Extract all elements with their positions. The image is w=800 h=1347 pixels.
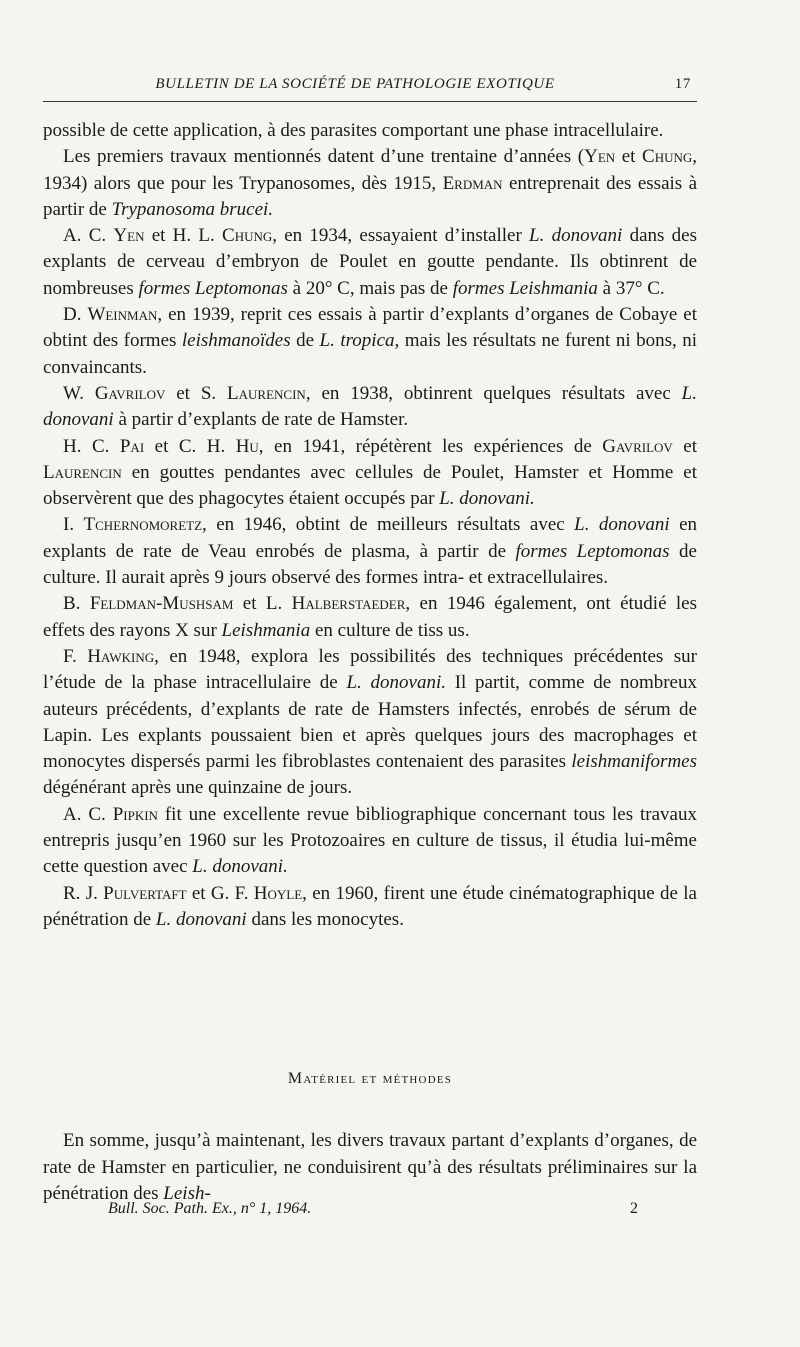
text-run: et S. xyxy=(165,382,228,404)
text-run: , en 1939, reprit ces essais à partir d’explants d’organes de Cobaye et obtint des formes xyxy=(43,304,697,352)
text-run: , en 1960, firent une étude cinématographique de la pénétration de xyxy=(43,882,697,930)
text-run: W. xyxy=(63,382,95,404)
text-run: mais les résultats ne furent ni bons, ni convaincants. xyxy=(43,330,698,378)
text-run: et C. H. xyxy=(144,435,236,457)
paragraph xyxy=(43,302,697,381)
paragraph xyxy=(43,118,697,144)
text-run: , en 1938, obtinrent quelques résultats avec xyxy=(305,382,682,404)
journal-citation: Bull. Soc. Path. Ex., n° 1, 1964. xyxy=(108,1200,312,1217)
text-run: en explants de rate de Veau enrobés de plasma, à partir de xyxy=(43,514,698,562)
paragraph xyxy=(43,434,697,513)
italic-term: leishmaniformes xyxy=(571,751,697,773)
section-text xyxy=(43,1128,697,1208)
text-run: entreprenait des essais à partir de xyxy=(43,172,698,220)
text-run: Les premiers travaux mentionnés datent d’une trentaine d’années ( xyxy=(63,146,585,168)
text-run: , en 1946, obtint de meilleurs résultats avec xyxy=(202,514,575,536)
text-run: et xyxy=(615,146,643,168)
running-header xyxy=(43,76,697,93)
italic-term: Trypanosoma brucei. xyxy=(111,198,274,220)
text-run: A. C. xyxy=(63,225,114,247)
text-run: et L. xyxy=(233,593,292,615)
text-run: Il partit, comme de nombreux auteurs précédents, d’explants de rate de Hamsters infectés, enrobés de sérum de Lapin. Les explants poussaient bien et après quelques jours des macrophages et monocytes dispersés parmi les fibroblastes contenaient des parasites xyxy=(43,672,697,773)
text-run: en gouttes pendantes avec cellules de Poulet, Hamster et Homme et observèrent que des phagocytes étaient occupés par xyxy=(43,461,697,510)
author-name: Laurencin xyxy=(43,461,122,483)
section-title: Matériel et méthodes xyxy=(287,1070,453,1087)
author-name: Pulvertaft xyxy=(103,882,187,904)
text-run: à 37° C. xyxy=(597,277,665,299)
author-name: Yen xyxy=(113,225,145,247)
author-name: Yen xyxy=(584,146,616,168)
text-run: , en 1941, répétèrent les expériences de xyxy=(258,435,603,457)
paragraph xyxy=(43,802,697,881)
text-run: , en 1948, explora les possibilités des techniques précédentes sur l’étude de la phase intracellulaire de xyxy=(43,645,697,694)
text-run: D. xyxy=(63,304,88,326)
running-title: BULLETIN DE LA SOCIÉTÉ DE PATHOLOGIE EXOTIQUE xyxy=(155,76,555,92)
text-run: fit une excellente revue bibliographique concernant tous les travaux entrepris jusqu’en 1960 sur les Protozoaires en culture de tissus, il étudia lui-même cette question avec xyxy=(43,803,697,878)
paragraph xyxy=(43,591,697,644)
text-run: et xyxy=(672,435,697,457)
sheet-number: 2 xyxy=(630,1200,638,1217)
text-run: F. xyxy=(63,645,88,667)
italic-term: L. donovani. xyxy=(346,672,446,694)
text-run: à 20° C, mais pas de xyxy=(287,277,453,299)
text-run: H. C. xyxy=(63,435,120,457)
text-run: , en 1946 également, ont étudié les effets des rayons X sur xyxy=(43,593,697,641)
author-name: Laurencin xyxy=(227,382,306,404)
text-run: , en 1934, essayaient d’installer xyxy=(272,225,530,247)
header-rule xyxy=(43,101,697,102)
italic-term: L. donovani xyxy=(574,514,670,536)
text-run: R. J. xyxy=(63,882,104,904)
author-name: Hoyle xyxy=(253,882,303,904)
author-name: Hu xyxy=(235,435,259,457)
italic-term: L. donovani. xyxy=(192,856,288,878)
text-run: I. xyxy=(63,514,84,536)
paragraph xyxy=(43,144,697,223)
page-footer xyxy=(108,1200,638,1218)
author-name: Chung xyxy=(642,146,693,168)
text-run: possible de cette application, à des parasites comportant une phase intracellulaire. xyxy=(43,120,664,141)
text-run: A. C. xyxy=(63,803,113,825)
paragraph xyxy=(43,223,697,302)
text-run: de culture. Il aurait après 9 jours observé des formes intra- et extracellulaires. xyxy=(43,540,697,589)
text-run: en culture de tiss us. xyxy=(310,619,470,641)
italic-term: Leish- xyxy=(163,1183,211,1204)
text-run: B. xyxy=(63,593,90,615)
author-name: Weinman xyxy=(87,304,158,326)
author-name: Erdman xyxy=(442,172,503,194)
text-run: de xyxy=(290,330,320,352)
author-name: Pipkin xyxy=(112,803,158,825)
paragraph xyxy=(43,881,697,934)
italic-term: leishmanoïdes xyxy=(181,330,291,352)
text-run: dans des explants de cerveau d’embryon de Poulet en goutte pendante. Ils obtinrent de nombreuses xyxy=(43,225,697,299)
text-run: et G. F. xyxy=(186,882,254,904)
paragraph xyxy=(43,1128,697,1208)
italic-term: formes Leishmania xyxy=(452,277,598,299)
italic-term: L. donovani. xyxy=(439,488,535,510)
text-run: dégénérant après une quinzaine de jours. xyxy=(43,777,353,799)
author-name: Tchernomoretz xyxy=(83,514,203,536)
author-name: Halberstaeder xyxy=(291,593,406,615)
author-name: Feldman-Mushsam xyxy=(89,593,234,615)
page-number: 17 xyxy=(674,76,691,92)
italic-term: formes Leptomonas xyxy=(515,540,670,562)
paragraph xyxy=(43,644,697,802)
paragraph xyxy=(43,512,697,591)
author-name: Gavrilov xyxy=(602,435,673,457)
text-run: à partir d’explants de rate de Hamster. xyxy=(113,409,409,431)
italic-term: L. tropica, xyxy=(319,330,400,352)
paragraph xyxy=(43,381,697,434)
italic-term: formes Leptomonas xyxy=(138,277,288,299)
author-name: Gavrilov xyxy=(94,382,166,404)
italic-term: L. donovani xyxy=(43,382,697,431)
text-run: , 1934) alors que pour les Trypanosomes, dès 1915, xyxy=(43,146,698,194)
italic-term: Leishmania xyxy=(221,619,311,641)
text-run: En somme, jusqu’à maintenant, les divers travaux partant d’explants d’organes, de rate de Hamster en particulier, ne conduisirent qu’à des résultats préliminaires sur la pénétration des xyxy=(43,1130,697,1204)
italic-term: L. donovani xyxy=(155,908,247,930)
author-name: Chung xyxy=(222,225,273,247)
italic-term: L. donovani xyxy=(529,225,623,247)
text-run: et H. L. xyxy=(144,225,223,247)
text-run: dans les monocytes. xyxy=(246,908,404,930)
author-name: Hawking xyxy=(87,645,155,667)
main-text xyxy=(43,118,697,933)
author-name: Pai xyxy=(119,435,145,457)
